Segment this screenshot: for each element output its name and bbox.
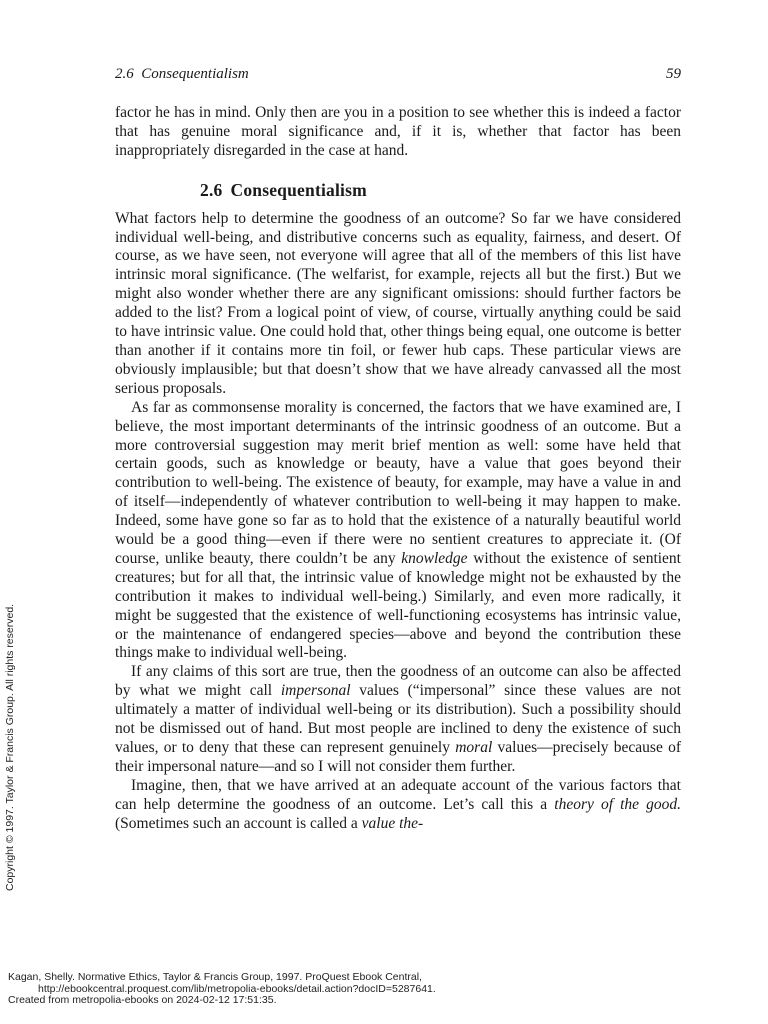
- citation-footer: [8, 972, 758, 1007]
- emphasis: impersonal: [280, 682, 351, 700]
- citation-url: http://ebookcentral.proquest.com/lib/metropolia-ebooks/detail.action?docID=5287641.: [38, 982, 436, 995]
- paragraph: What factors help to determine the goodness of an outcome? So far we have considered individual well-being, and distributive concerns such as equality, fairness, and desert. Of course, as we have seen, not everyone will agree that all of the members of this list have intrinsic moral significance. (The welfarist, for example, rejects all but the first.) But we might also wonder whether there are any significant omissions: should further factors be added to the list? From a logical point of view, of course, virtually anything could be said to have intrinsic value. One could hold that, other things being equal, one outcome is better than another if it contains more tin foil, or fewer hub caps. These particular views are obviously implausible; but that doesn’t show that we have already canvassed all the most serious proposals.: [115, 209, 681, 397]
- text-run: without the existence of sentient creatures; but for all that, the intrinsic value of knowledge might not be exhausted by the contribution it makes to individual well-being.) Similarly, and even more radically, it might be suggested that the existence of well-functioning ecosystems has intrinsic value, or the maintenance of endangered species—above and beyond the contribution these things make to individual well-being.: [115, 549, 681, 662]
- text-run: values—precisely because of their impersonal nature—and so I will not consider them further.: [115, 739, 681, 775]
- emphasis: knowledge: [401, 549, 468, 567]
- running-head-section: 2.6 Consequentialism: [115, 66, 249, 82]
- paragraph: [115, 777, 681, 834]
- page-number: 59: [666, 66, 681, 82]
- section-heading: [115, 181, 681, 200]
- text-run: If any claims of this sort are true, then the goodness of an outcome can also be affected by what we might call: [115, 663, 681, 700]
- emphasis: theory of the good.: [554, 795, 681, 813]
- citation-created: Created from metropolia-ebooks on 2024-02-12 17:51:35.: [8, 994, 277, 1006]
- text-run: Imagine, then, that we have arrived at an adequate account of the various factors that can help determine the goodness of an outcome. Let’s call this a: [115, 776, 681, 813]
- text-run: values (“impersonal” since these values are not ultimately a matter of individual well-being or its distribution). Such a possibility should not be dismissed out of hand. But most people are inclined to deny the existence of such values, or to deny that these can represent genuinely: [115, 682, 681, 756]
- running-head: [115, 66, 681, 83]
- body-text: [115, 104, 681, 834]
- paragraph-continuation: factor he has in mind. Only then are you in a position to see whether this is indeed a factor that has genuine moral significance and, if it is, whether that factor has been inappropriately disregarded in the case at hand.: [115, 104, 681, 159]
- text-run: (Sometimes such an account is called a: [115, 814, 362, 832]
- section-title: Consequentialism: [230, 179, 367, 200]
- paragraph: [115, 399, 681, 664]
- emphasis: moral: [455, 739, 493, 756]
- paragraph: [115, 663, 681, 776]
- section-number: 2.6: [200, 179, 223, 200]
- copyright-notice: Copyright © 1997. Taylor & Francis Group. All rights reserved.: [4, 603, 16, 891]
- emphasis: value the-: [361, 814, 424, 832]
- citation-line: Kagan, Shelly. Normative Ethics, Taylor & Francis Group, 1997. ProQuest Ebook Central,: [8, 971, 422, 983]
- text-run: As far as commonsense morality is concerned, the factors that we have examined are, I believe, the most important determinants of the intrinsic goodness of an outcome. But a more controversial suggestion may merit brief mention as well: some have held that certain goods, such as knowledge or beauty, have a value that goes beyond their contribution to well-being. The existence of beauty, for example, may have a value in and of itself—independently of whatever contribution to well-being it may happen to make. Indeed, some have gone so far as to hold that the existence of a naturally beautiful world would be a good thing—even if there were no sentient creatures to appreciate it. (Of course, unlike beauty, there couldn’t be any: [115, 398, 681, 567]
